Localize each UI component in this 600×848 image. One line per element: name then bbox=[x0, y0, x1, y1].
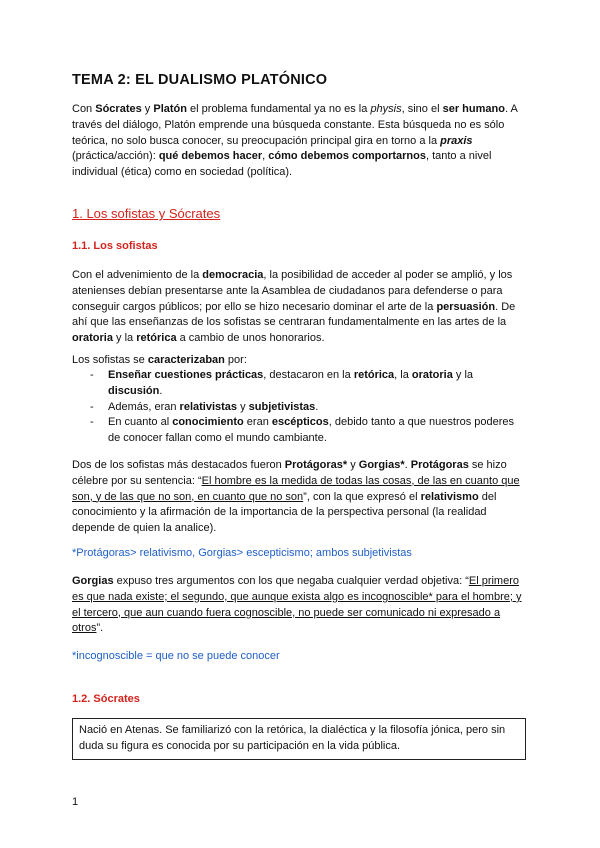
text-run: Los sofistas se bbox=[72, 354, 148, 366]
bold-run: retórica bbox=[353, 369, 395, 381]
bold-run: persuasión bbox=[436, 300, 496, 313]
text-run: , sino el bbox=[401, 103, 443, 115]
text-run: y bbox=[141, 103, 154, 115]
text-run: , debido tanto a que nuestros poderes de conocer fallan como el mundo cambiante. bbox=[108, 416, 515, 445]
subsection-heading: 1.1. Los sofistas bbox=[72, 240, 158, 252]
text-run: ”. bbox=[96, 622, 104, 635]
text-run: Con bbox=[72, 103, 96, 115]
bold-run: Platón bbox=[153, 103, 187, 115]
bold-run: Sócrates bbox=[95, 103, 142, 115]
page-title: TEMA 2: EL DUALISMO PLATÓNICO bbox=[72, 72, 328, 88]
text-run: . De ahí que las enseñanzas de los sofistas se centraran fundamentalmente en las artes de la bbox=[72, 300, 516, 329]
text-run: y bbox=[347, 459, 359, 471]
list-dash: - bbox=[90, 400, 94, 413]
bold-run: ser humano bbox=[442, 103, 505, 115]
bold-run: conocimiento bbox=[172, 416, 244, 429]
bold-run: relativismo bbox=[420, 490, 479, 503]
section-heading: 1. Los sofistas y Sócrates bbox=[72, 206, 221, 221]
bold-run: Enseñar cuestiones prácticas bbox=[108, 369, 264, 381]
bold-run: Gorgias bbox=[72, 575, 114, 587]
text-run: (práctica/acción): bbox=[72, 150, 159, 163]
text-run: el problema fundamental ya no es la bbox=[186, 103, 371, 115]
text-run: . bbox=[315, 400, 319, 413]
text-run: y la bbox=[452, 369, 474, 381]
text-run: , destacaron en la bbox=[263, 369, 354, 381]
italic-run: physis bbox=[370, 103, 402, 115]
text-run: y bbox=[237, 400, 249, 413]
bold-run: caracterizaban bbox=[147, 354, 225, 366]
text-run: . bbox=[159, 384, 163, 397]
quote-underlined: El hombre es la medida de todas las cosas, de las en cuanto que son, y de las que no son, en cuanto que no son bbox=[72, 474, 520, 503]
bold-run: subjetivistas bbox=[248, 400, 316, 413]
list-dash: - bbox=[90, 369, 94, 381]
caracteristicas-list bbox=[90, 368, 528, 447]
text-run: , la bbox=[394, 369, 412, 381]
bold-run: Gorgias* bbox=[358, 459, 405, 471]
text-run: ”, con la que expresó el bbox=[303, 490, 421, 503]
bold-run: oratoria bbox=[72, 332, 113, 345]
text-run: se hizo célebre por su sentencia: “ bbox=[72, 459, 507, 487]
bold-run: discusión bbox=[108, 384, 160, 397]
bold-italic-run: praxis bbox=[440, 134, 473, 147]
bold-run: Protágoras bbox=[410, 459, 469, 471]
bold-run: qué debemos hacer bbox=[158, 150, 263, 163]
intro-paragraph bbox=[72, 102, 528, 181]
text-run: por: bbox=[224, 354, 247, 366]
list-item bbox=[90, 415, 528, 447]
text-run: Además, eran bbox=[108, 400, 180, 413]
footnote-sofistas: *Protágoras> relativismo, Gorgias> escepticismo; ambos subjetivistas bbox=[72, 547, 412, 559]
text-run: , bbox=[262, 150, 269, 163]
bold-run: democracia bbox=[202, 269, 264, 281]
quote-underlined: El primero es que nada existe; el segundo, que aunque exista algo es incognoscible* para el hombre; y el tercero, que aun cuando fuera cognoscible, no puede ser comunicado ni expresado a otros bbox=[72, 575, 522, 635]
text-run: expuso tres argumentos con los que negaba cualquier verdad objetiva: “ bbox=[113, 575, 469, 587]
bold-run: retórica bbox=[136, 332, 177, 345]
text-run: . bbox=[404, 459, 411, 471]
protagoras-paragraph bbox=[72, 458, 528, 537]
text-run: En cuanto al bbox=[108, 416, 173, 429]
text-run: Con el advenimiento de la bbox=[72, 269, 203, 281]
gorgias-paragraph bbox=[72, 574, 528, 637]
bold-run: cómo debemos comportarnos bbox=[268, 150, 426, 163]
bold-run: escépticos bbox=[271, 416, 329, 429]
list-dash: - bbox=[90, 416, 94, 429]
list-item bbox=[90, 400, 528, 416]
text-run: , la posibilidad de acceder al poder se amplió, y los atenienses debían presentarse ante la Asamblea de ciudadanos para defenderse o para conseguir cargos públicos; por ello se hizo necesario dominar el arte de la bbox=[72, 269, 513, 313]
footnote-incognoscible: *incognoscible = que no se puede conocer bbox=[72, 650, 280, 662]
page-number: 1 bbox=[72, 796, 79, 808]
bold-run: oratoria bbox=[411, 369, 453, 381]
text-run: eran bbox=[243, 416, 272, 429]
text-run: a cambio de unos honorarios. bbox=[176, 332, 325, 345]
socrates-box: Nació en Atenas. Se familiarizó con la retórica, la dialéctica y la filosofía jónica, pero sin duda su figura es conocida por su participación en la vida pública. bbox=[72, 718, 526, 760]
text-run: del conocimiento y la afirmación de la importancia de la perspectiva personal (la realidad depende de quien la analice). bbox=[72, 490, 497, 535]
text-run: Dos de los sofistas más destacados fueron bbox=[72, 459, 285, 471]
bold-run: Protágoras* bbox=[284, 459, 348, 471]
bold-run: relativistas bbox=[179, 400, 238, 413]
caracteristicas-intro bbox=[72, 353, 528, 369]
sofistas-paragraph bbox=[72, 268, 528, 347]
text-run: y la bbox=[112, 332, 137, 345]
subsection-heading: 1.2. Sócrates bbox=[72, 693, 140, 705]
text-run: , tanto a nivel individual (ética) como en sociedad (política). bbox=[72, 150, 492, 179]
list-item bbox=[90, 368, 528, 400]
text-run: . A través del diálogo, Platón emprende una búsqueda constante. Esta búsqueda no es sólo teórica, no solo busca conocer, su preocupación principal gira en torno a la bbox=[72, 103, 518, 147]
